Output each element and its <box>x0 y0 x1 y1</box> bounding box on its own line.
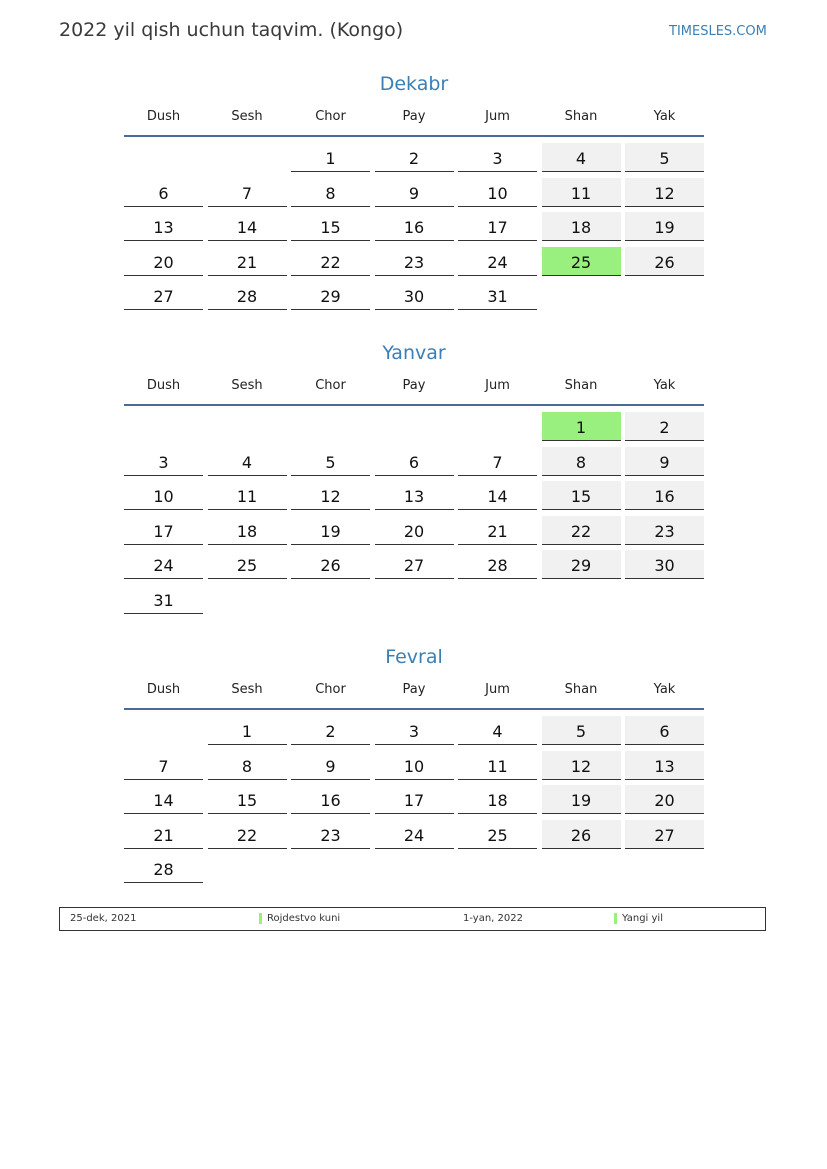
day-cell: 23 <box>375 247 454 276</box>
day-cell: 19 <box>291 516 370 545</box>
empty-cell <box>208 412 287 441</box>
day-cell: 16 <box>625 481 704 510</box>
month-february <box>124 643 704 883</box>
day-cell: 17 <box>458 212 537 241</box>
day-cell: 18 <box>208 516 287 545</box>
holiday-day-cell: 25 <box>542 247 621 276</box>
day-cell: 5 <box>291 447 370 476</box>
month-name: Dekabr <box>379 73 449 95</box>
day-cell: 19 <box>625 212 704 241</box>
day-cell: 27 <box>124 281 203 310</box>
day-cell: 30 <box>375 281 454 310</box>
weekday-label: Yak <box>653 682 676 697</box>
day-cell: 6 <box>124 178 203 207</box>
day-cell: 7 <box>208 178 287 207</box>
day-cell: 28 <box>208 281 287 310</box>
day-cell: 12 <box>291 481 370 510</box>
weekday-label: Dush <box>146 682 181 697</box>
month-name: Yanvar <box>382 342 446 364</box>
day-cell: 2 <box>291 716 370 745</box>
day-cell: 28 <box>124 854 203 883</box>
empty-cell <box>124 143 203 172</box>
weekday-label: Shan <box>564 378 598 393</box>
weekday-label: Yak <box>653 109 676 124</box>
day-cell: 17 <box>124 516 203 545</box>
day-cell: 21 <box>124 820 203 849</box>
day-cell: 20 <box>375 516 454 545</box>
weekday-label: Dush <box>146 109 181 124</box>
legend-date: 1-yan, 2022 <box>463 913 523 924</box>
day-cell: 3 <box>124 447 203 476</box>
empty-cell <box>375 412 454 441</box>
days-grid <box>124 143 704 310</box>
weekday-label: Shan <box>564 109 598 124</box>
weekday-header <box>124 377 704 404</box>
day-cell: 30 <box>625 550 704 579</box>
weekday-label: Pay <box>402 682 426 697</box>
day-cell: 16 <box>375 212 454 241</box>
day-cell: 14 <box>458 481 537 510</box>
legend-holiday-name: Rojdestvo kuni <box>267 913 341 924</box>
day-cell: 25 <box>458 820 537 849</box>
day-cell: 25 <box>208 550 287 579</box>
weekday-label: Jum <box>485 682 510 697</box>
day-cell: 1 <box>291 143 370 172</box>
day-cell: 9 <box>375 178 454 207</box>
weekday-label: Jum <box>485 378 510 393</box>
month-january <box>124 339 704 614</box>
day-cell: 10 <box>375 751 454 780</box>
day-cell: 31 <box>458 281 537 310</box>
day-cell: 13 <box>124 212 203 241</box>
day-cell: 21 <box>458 516 537 545</box>
day-cell: 11 <box>458 751 537 780</box>
weekday-label: Pay <box>402 378 426 393</box>
day-cell: 27 <box>375 550 454 579</box>
legend-holiday <box>259 908 340 929</box>
day-cell: 27 <box>625 820 704 849</box>
day-cell: 12 <box>542 751 621 780</box>
weekday-label: Chor <box>315 682 346 697</box>
day-cell: 18 <box>458 785 537 814</box>
empty-cell <box>124 716 203 745</box>
day-cell: 5 <box>625 143 704 172</box>
empty-cell <box>458 412 537 441</box>
day-cell: 23 <box>625 516 704 545</box>
weekday-label: Sesh <box>231 378 263 393</box>
month-december <box>124 70 704 310</box>
day-cell: 26 <box>625 247 704 276</box>
weekday-label: Yak <box>653 378 676 393</box>
day-cell: 4 <box>542 143 621 172</box>
day-cell: 14 <box>208 212 287 241</box>
day-cell: 24 <box>124 550 203 579</box>
day-cell: 24 <box>458 247 537 276</box>
day-cell: 18 <box>542 212 621 241</box>
day-cell: 20 <box>625 785 704 814</box>
day-cell: 19 <box>542 785 621 814</box>
header-rule <box>124 708 704 710</box>
day-cell: 7 <box>458 447 537 476</box>
holiday-day-cell: 1 <box>542 412 621 441</box>
day-cell: 3 <box>375 716 454 745</box>
day-cell: 21 <box>208 247 287 276</box>
day-cell: 16 <box>291 785 370 814</box>
header-rule <box>124 135 704 137</box>
day-cell: 8 <box>291 178 370 207</box>
day-cell: 6 <box>625 716 704 745</box>
day-cell: 7 <box>124 751 203 780</box>
days-grid <box>124 716 704 883</box>
weekday-label: Pay <box>402 109 426 124</box>
weekday-label: Sesh <box>231 109 263 124</box>
day-cell: 10 <box>458 178 537 207</box>
empty-cell <box>208 143 287 172</box>
day-cell: 13 <box>625 751 704 780</box>
weekday-label: Chor <box>315 378 346 393</box>
page-title: 2022 yil qish uchun taqvim. (Kongo) <box>59 19 404 41</box>
day-cell: 22 <box>291 247 370 276</box>
day-cell: 1 <box>208 716 287 745</box>
day-cell: 28 <box>458 550 537 579</box>
weekday-label: Dush <box>146 378 181 393</box>
day-cell: 4 <box>458 716 537 745</box>
empty-cell <box>291 412 370 441</box>
legend-date: 25-dek, 2021 <box>70 913 137 924</box>
day-cell: 2 <box>625 412 704 441</box>
weekday-label: Sesh <box>231 682 263 697</box>
legend-holiday-name: Yangi yil <box>622 913 663 924</box>
day-cell: 2 <box>375 143 454 172</box>
holiday-marker <box>259 913 262 924</box>
day-cell: 11 <box>208 481 287 510</box>
day-cell: 9 <box>625 447 704 476</box>
day-cell: 15 <box>291 212 370 241</box>
header-rule <box>124 404 704 406</box>
day-cell: 31 <box>124 585 203 614</box>
day-cell: 5 <box>542 716 621 745</box>
day-cell: 4 <box>208 447 287 476</box>
day-cell: 10 <box>124 481 203 510</box>
day-cell: 17 <box>375 785 454 814</box>
day-cell: 29 <box>291 281 370 310</box>
weekday-label: Shan <box>564 682 598 697</box>
days-grid <box>124 412 704 614</box>
day-cell: 20 <box>124 247 203 276</box>
weekday-label: Jum <box>485 109 510 124</box>
day-cell: 15 <box>208 785 287 814</box>
day-cell: 12 <box>625 178 704 207</box>
day-cell: 24 <box>375 820 454 849</box>
day-cell: 15 <box>542 481 621 510</box>
holiday-legend <box>59 907 766 931</box>
site-link[interactable]: TIMESLES.COM <box>669 24 767 39</box>
holiday-marker <box>614 913 617 924</box>
day-cell: 9 <box>291 751 370 780</box>
day-cell: 6 <box>375 447 454 476</box>
weekday-header <box>124 681 704 708</box>
day-cell: 13 <box>375 481 454 510</box>
weekday-header <box>124 108 704 135</box>
legend-holiday <box>614 908 663 929</box>
day-cell: 8 <box>208 751 287 780</box>
day-cell: 22 <box>542 516 621 545</box>
day-cell: 3 <box>458 143 537 172</box>
day-cell: 14 <box>124 785 203 814</box>
empty-cell <box>124 412 203 441</box>
day-cell: 29 <box>542 550 621 579</box>
day-cell: 8 <box>542 447 621 476</box>
day-cell: 22 <box>208 820 287 849</box>
day-cell: 23 <box>291 820 370 849</box>
day-cell: 11 <box>542 178 621 207</box>
weekday-label: Chor <box>315 109 346 124</box>
day-cell: 26 <box>542 820 621 849</box>
month-name: Fevral <box>385 646 443 668</box>
day-cell: 26 <box>291 550 370 579</box>
